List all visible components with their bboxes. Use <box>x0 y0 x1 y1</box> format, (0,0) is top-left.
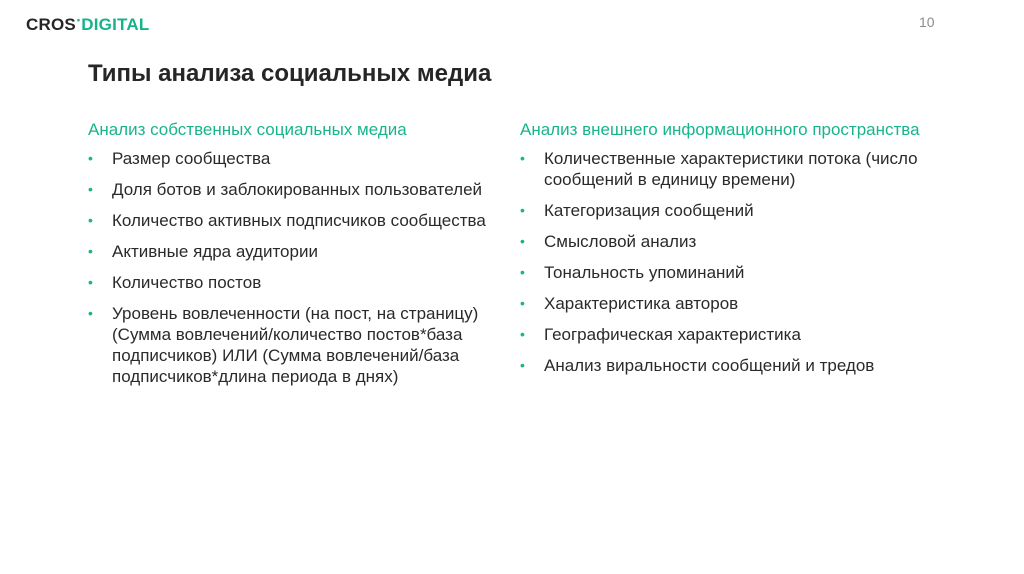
bullet-icon: • <box>520 357 525 373</box>
list-item <box>88 148 498 169</box>
bullet-icon: • <box>520 264 525 280</box>
page-number: 10 <box>919 14 935 30</box>
list-item <box>520 293 940 314</box>
list-item-text: Доля ботов и заблокированных пользователей <box>112 180 483 199</box>
list-item-text: Тональность упоминаний <box>544 263 745 282</box>
logo-text-cros: CROS <box>26 15 76 34</box>
list-item-text: Уровень вовлеченности (на пост, на страницу) (Сумма вовлечений/количество постов*база подписчиков) ИЛИ (Сумма вовлечений/база подписчиков*длина периода в днях) <box>112 304 479 386</box>
list-item <box>88 179 498 200</box>
slide-title: Типы анализа социальных медиа <box>88 60 492 87</box>
list-item <box>520 231 940 252</box>
list-item-text: Смысловой анализ <box>544 232 697 251</box>
list-item <box>88 241 498 262</box>
list-item <box>88 272 498 293</box>
list-item-text: Категоризация сообщений <box>544 201 754 220</box>
left-bullet-list <box>88 148 498 387</box>
list-item-text: Количество постов <box>112 273 262 292</box>
bullet-icon: • <box>520 295 525 311</box>
bullet-icon: • <box>520 326 525 342</box>
left-column <box>88 120 498 397</box>
list-item <box>520 324 940 345</box>
bullet-icon: • <box>88 150 93 166</box>
bullet-icon: • <box>88 181 93 197</box>
list-item <box>520 200 940 221</box>
right-column <box>520 120 940 386</box>
list-item <box>520 355 940 376</box>
company-logo <box>26 10 149 35</box>
list-item-text: Количественные характеристики потока (число сообщений в единицу времени) <box>544 149 918 189</box>
bullet-icon: • <box>520 202 525 218</box>
list-item <box>520 148 940 190</box>
list-item-text: Активные ядра аудитории <box>112 242 318 261</box>
right-column-heading: Анализ внешнего информационного пространства <box>520 120 920 139</box>
bullet-icon: • <box>88 305 93 321</box>
list-item-text: Анализ виральности сообщений и тредов <box>544 356 875 375</box>
list-item-text: Географическая характеристика <box>544 325 801 344</box>
left-column-heading: Анализ собственных социальных медиа <box>88 120 407 139</box>
logo-text-digital: DIGITAL <box>81 15 150 34</box>
list-item-text: Количество активных подписчиков сообщества <box>112 211 486 230</box>
list-item <box>88 210 498 231</box>
bullet-icon: • <box>88 212 93 228</box>
list-item-text: Размер сообщества <box>112 149 271 168</box>
logo-dot: • <box>76 15 81 25</box>
bullet-icon: • <box>520 233 525 249</box>
bullet-icon: • <box>520 150 525 166</box>
list-item <box>520 262 940 283</box>
list-item-text: Характеристика авторов <box>544 294 739 313</box>
right-bullet-list <box>520 148 940 376</box>
list-item <box>88 303 498 387</box>
bullet-icon: • <box>88 243 93 259</box>
bullet-icon: • <box>88 274 93 290</box>
